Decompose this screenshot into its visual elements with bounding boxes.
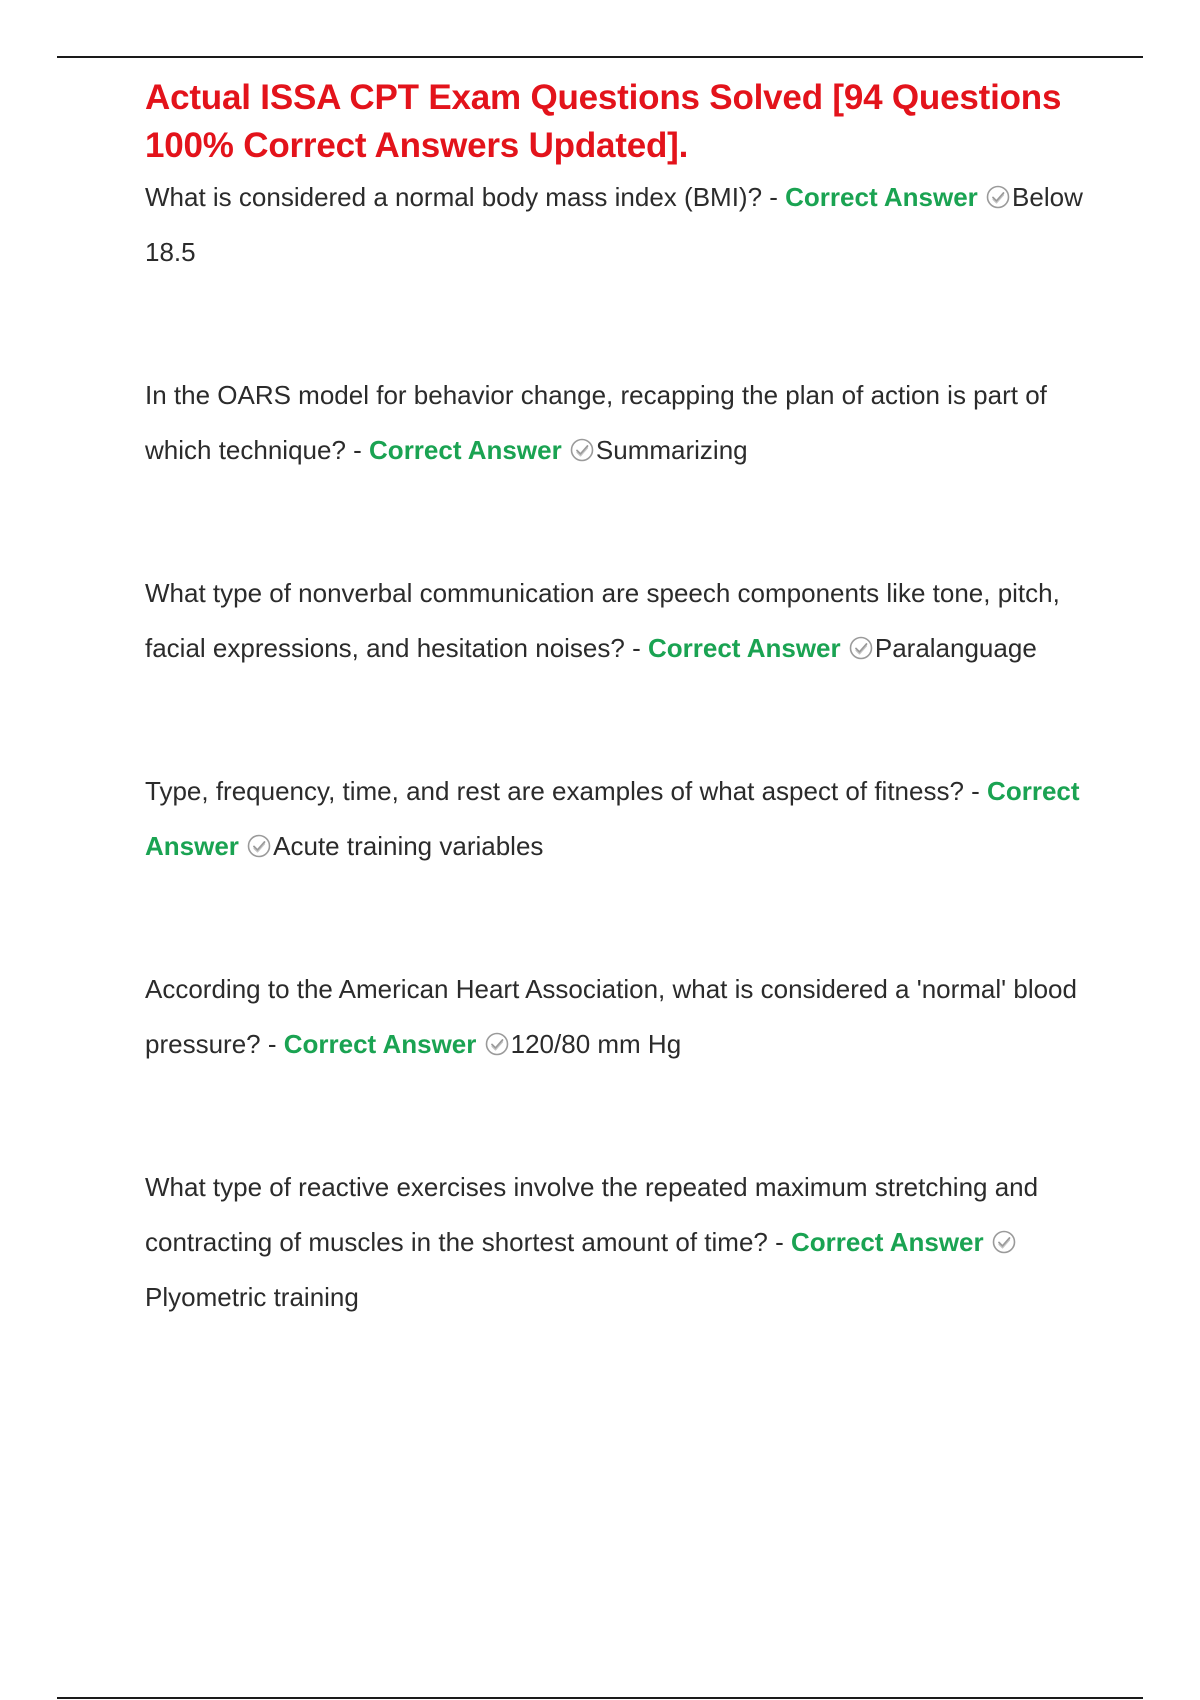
check-circle-icon [991, 1229, 1017, 1255]
document-body [145, 74, 1105, 1325]
question-text: What type of reactive exercises involve the repeated maximum stretching and contracting of muscles in the shortest amount of time? [145, 1172, 1039, 1257]
separator: - [345, 435, 370, 465]
check-circle-icon [985, 184, 1011, 210]
qa-item-4 [145, 764, 1105, 874]
answer-text: Summarizing [595, 435, 748, 465]
correct-answer-label: Correct Answer [145, 776, 1080, 861]
check-circle-icon [484, 1031, 510, 1057]
qa-item-3 [145, 566, 1105, 676]
qa-item-1 [145, 170, 1105, 280]
question-text: What is considered a normal body mass index (BMI)? [145, 182, 763, 212]
question-text: In the OARS model for behavior change, recapping the plan of action is part of which technique? [145, 380, 1047, 465]
check-circle-icon [569, 437, 595, 463]
correct-answer-label: Correct Answer [790, 1227, 984, 1257]
answer-text: Below 18.5 [145, 182, 1083, 267]
correct-answer-label: Correct Answer [647, 633, 841, 663]
question-text: Type, frequency, time, and rest are examples of what aspect of fitness? [145, 776, 964, 806]
separator: - [624, 633, 648, 663]
qa-item-5 [145, 962, 1105, 1072]
header-rule [57, 56, 1143, 58]
answer-text: Paralanguage [874, 633, 1037, 663]
separator: - [963, 776, 988, 806]
separator: - [767, 1227, 791, 1257]
question-text: What type of nonverbal communication are speech components like tone, pitch, facial expressions, and hesitation noises? [145, 578, 1060, 663]
separator: - [762, 182, 786, 212]
answer-text: 120/80 mm Hg [510, 1029, 682, 1059]
separator: - [260, 1029, 284, 1059]
answer-text: Plyometric training [145, 1282, 359, 1312]
qa-item-6 [145, 1160, 1105, 1325]
correct-answer-label: Correct Answer [369, 435, 562, 465]
document-title: Actual ISSA CPT Exam Questions Solved [94 Questions 100% Correct Answers Updated]. [145, 78, 1062, 165]
answer-text: Acute training variables [273, 831, 544, 861]
question-text: According to the American Heart Association, what is considered a 'normal' blood pressure? [145, 974, 1077, 1059]
correct-answer-label: Correct Answer [785, 182, 978, 212]
qa-item-2 [145, 368, 1105, 478]
footer-rule [57, 1697, 1143, 1699]
check-circle-icon [246, 833, 272, 859]
check-circle-icon [848, 635, 874, 661]
correct-answer-label: Correct Answer [283, 1029, 477, 1059]
